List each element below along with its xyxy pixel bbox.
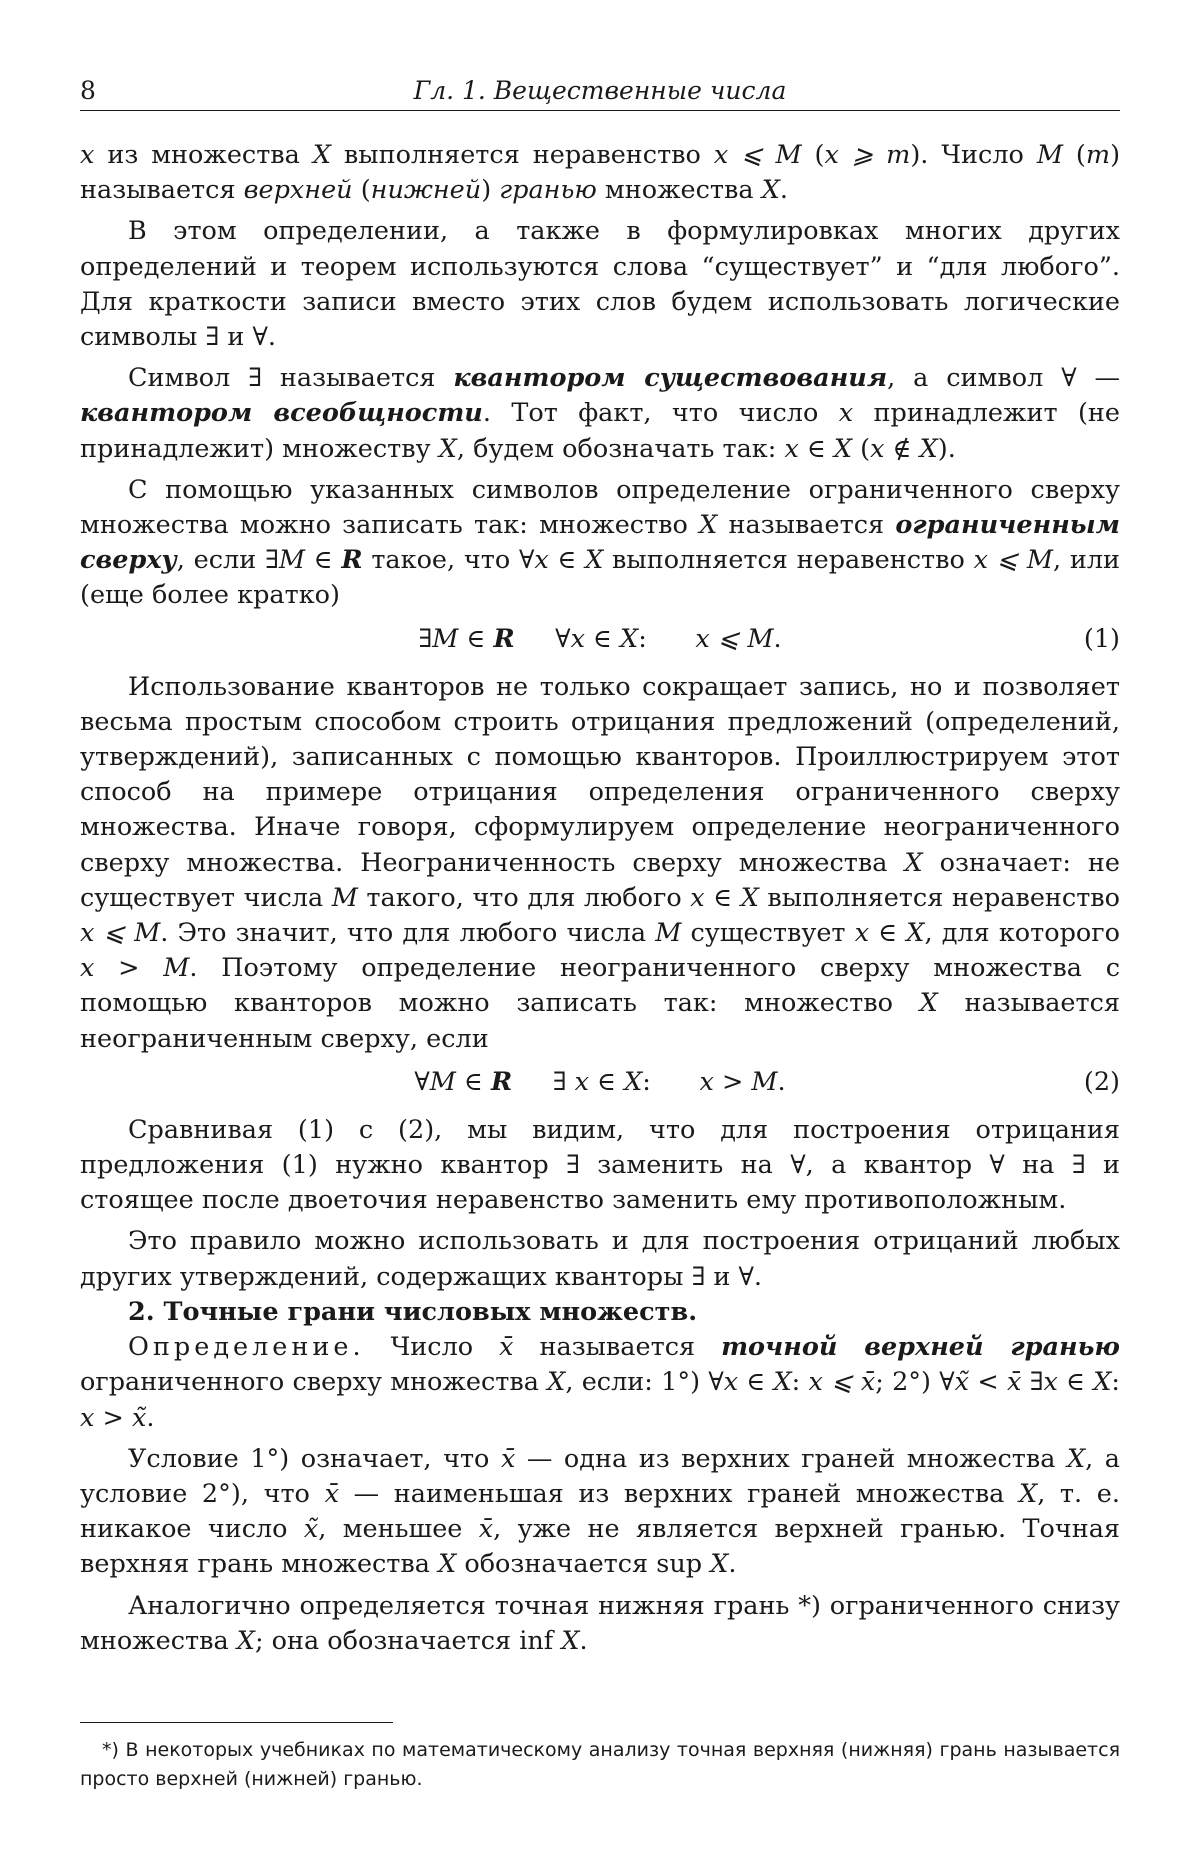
math-X: X xyxy=(236,1625,255,1656)
math-x: x xyxy=(838,398,854,429)
math-X: X xyxy=(312,140,331,170)
text: выполняется неравенство xyxy=(330,140,714,170)
math-membership: x ∈ X xyxy=(534,545,604,576)
text: , а условие 2°), что xyxy=(80,1443,1120,1509)
text: принадлежит (не принадлежит) множеству xyxy=(80,398,1121,464)
math-inequality: x ⩽ M xyxy=(80,918,161,949)
text: называется xyxy=(717,510,896,541)
term-upper: верхней xyxy=(243,175,353,206)
text: ). Число xyxy=(910,140,1037,170)
text: ) называется xyxy=(80,140,1121,206)
text: ( xyxy=(352,175,371,206)
math-inequality: x > M xyxy=(699,1066,778,1097)
math-membership: x ∈ X xyxy=(574,1066,643,1097)
text: С помощью указанных символов определение ограниченного сверху множества можно записать так: множество xyxy=(80,474,1120,541)
text: ( xyxy=(801,140,825,170)
text: из множества xyxy=(94,140,313,170)
text: ограниченного сверху множества xyxy=(80,1367,548,1398)
math-R: R xyxy=(493,623,515,654)
footnote-rule xyxy=(80,1722,393,1723)
text: : xyxy=(791,1367,809,1398)
math-X: X xyxy=(1066,1443,1086,1474)
text: : xyxy=(642,1066,700,1097)
formula-1 xyxy=(80,620,1120,662)
quantifier-forall: ∀ xyxy=(514,623,571,654)
text: ; 2°) ∀ xyxy=(875,1367,955,1398)
math-M: M xyxy=(331,882,358,913)
paragraph-7: Это правило можно использовать и для построения отрицаний любых других утверждений, содержащих кванторы ∃ и ∀. xyxy=(80,1226,1120,1292)
math-xbar: x̄ xyxy=(324,1478,339,1509)
text: выполняется неравенство xyxy=(603,545,974,576)
math-membership: x ∈ X xyxy=(784,433,853,464)
term-lower: нижней xyxy=(370,175,482,206)
text: выполняется неравенство xyxy=(758,882,1121,913)
math-R: R xyxy=(490,1066,513,1097)
math-X: X xyxy=(1019,1478,1038,1509)
math-membership: x ∈ X xyxy=(854,918,925,949)
text: . xyxy=(773,623,782,654)
term-bound: гранью xyxy=(499,175,597,206)
text: : xyxy=(1111,1367,1120,1398)
text: Число xyxy=(364,1332,500,1363)
text: ). xyxy=(937,433,956,464)
text: . xyxy=(579,1625,588,1656)
definition-label: Определение. xyxy=(128,1332,365,1363)
math-X: X xyxy=(561,1625,580,1656)
text: называется xyxy=(513,1332,722,1363)
text: существует xyxy=(681,918,855,949)
text: , если: 1°) ∀ xyxy=(565,1367,724,1398)
formula-2-number: (2) xyxy=(1083,1066,1120,1097)
text: ( xyxy=(852,433,871,464)
formula-2 xyxy=(80,1063,1120,1105)
footnote xyxy=(80,1736,1120,1794)
text: ∈ xyxy=(304,545,342,576)
paragraph-2: В этом определении, а также в формулировках многих других определений и теорем используются слова “существует” и “для любого”. Для краткости записи вместо этих слов будем использовать логические символы ∃ и ∀. xyxy=(80,216,1120,353)
text: Символ ∃ называется xyxy=(128,363,454,394)
paragraph-3 xyxy=(80,361,1120,467)
paragraph-6: Сравнивая (1) с (2), мы видим, что для построения отрицания предложения (1) нужно квантор ∃ заменить на ∀, а квантор ∀ на ∃ и стоящее после двоеточия неравенство заменить ему противоположным. xyxy=(80,1114,1120,1216)
text: такого, что для любого xyxy=(357,882,691,913)
math-inequality: x̃ < x̄ xyxy=(954,1367,1022,1398)
math-R: R xyxy=(341,545,363,576)
math-X: X xyxy=(919,988,938,1019)
text: — наименьшая из верхних граней множества xyxy=(338,1478,1020,1509)
text: ∃ xyxy=(1021,1367,1044,1398)
text: множества xyxy=(596,175,762,206)
math-M: M xyxy=(655,918,682,949)
math-inequality: x > M xyxy=(80,953,190,984)
text: , уже не является верхней гранью. Точная верхняя грань множества xyxy=(80,1514,1120,1580)
text: , т. е. никакое число xyxy=(80,1478,1120,1545)
text: . xyxy=(779,175,788,206)
text: . Это значит, что для любого числа xyxy=(160,918,656,949)
text: ) xyxy=(481,175,500,206)
text: , для которого xyxy=(924,918,1120,949)
text: , а символ ∀ — xyxy=(887,363,1120,394)
math-X: X xyxy=(904,847,923,878)
math-M: M xyxy=(432,623,459,654)
math-membership: x ∈ X xyxy=(723,1367,792,1398)
text: . Поэтому определение неограниченного сверху множества с помощью кванторов можно записать так: множество xyxy=(80,953,1120,1019)
term-universal-quantifier: квантором всеобщности xyxy=(80,398,483,429)
text: ( xyxy=(1062,140,1086,170)
math-inequality: x ⩽ M xyxy=(713,140,802,170)
text: — одна из верхних граней множества xyxy=(515,1443,1067,1474)
math-M: M xyxy=(278,545,305,576)
text: , если ∃ xyxy=(176,545,279,576)
text: . xyxy=(728,1549,737,1580)
formula-1-body xyxy=(80,622,1120,657)
text: Условие 1°) означает, что xyxy=(128,1443,501,1474)
math-inequality: x ⩽ x̄ xyxy=(808,1367,876,1398)
text: , будем обозначать так: xyxy=(456,433,785,464)
text: ∈ xyxy=(455,1066,491,1097)
math-inequality: x ⩾ m xyxy=(824,140,911,170)
text: ; она обозначается inf xyxy=(254,1625,562,1656)
text: . xyxy=(146,1402,155,1433)
math-inequality: x ⩽ M xyxy=(695,623,774,654)
text: Аналогично определяется точная нижняя грань *) ограниченного снизу множества xyxy=(80,1590,1120,1656)
term-bounded-above: ограниченным сверху xyxy=(80,510,1120,576)
section-heading: 2. Точные грани числовых множеств. xyxy=(128,1296,698,1327)
text: : xyxy=(638,623,696,654)
text: , меньшее xyxy=(318,1514,479,1545)
math-inequality: x ⩽ M xyxy=(973,545,1053,576)
math-M: M xyxy=(1036,140,1063,170)
text: обозначается sup xyxy=(456,1549,711,1580)
footnote-text: *) В некоторых учебниках по математическому анализу точная верхняя (нижняя) грань называется просто верхней (нижней) гранью. xyxy=(80,1739,1120,1790)
page-number: 8 xyxy=(80,76,96,105)
math-xbar: x̄ xyxy=(499,1332,514,1363)
math-nonmembership: x ∉ X xyxy=(870,433,938,464)
math-X: X xyxy=(438,1549,457,1580)
paragraph-8 xyxy=(80,1330,1120,1436)
math-xtilde: x̃ xyxy=(303,1514,319,1545)
term-existential-quantifier: квантором существования xyxy=(453,363,888,394)
math-membership: x ∈ X xyxy=(690,882,759,913)
text: называется неограниченным сверху, если xyxy=(80,988,1120,1054)
math-X: X xyxy=(438,433,457,464)
math-X: X xyxy=(761,175,780,206)
quantifier-exists: ∃ xyxy=(418,623,433,654)
running-title: Гл. 1. Вещественные числа xyxy=(413,76,787,105)
math-x: x xyxy=(80,140,95,170)
text: . Тот факт, что число xyxy=(482,398,839,429)
math-X: X xyxy=(547,1367,566,1398)
text: означает: не существует числа xyxy=(80,847,1120,913)
math-inequality: x > x̃ xyxy=(80,1402,147,1433)
term-supremum: точной верхней гранью xyxy=(721,1332,1120,1363)
text: Использование кванторов не только сокращает запись, но и позволяет весьма простым способом строить отрицания предложений (определений, утверждений), записанных с помощью кванторов. Проиллюстрируем этот способ на примере отрицания определения ограниченного сверху множества. Иначе говоря, сформулируем определение неограниченного сверху множества. Неограниченность сверху множества xyxy=(80,671,1120,878)
paragraph-1 xyxy=(80,138,1120,208)
page-body xyxy=(80,138,1120,1659)
math-xbar: x̄ xyxy=(478,1514,494,1545)
text: . xyxy=(777,1066,786,1097)
quantifier-exists: ∃ xyxy=(512,1066,575,1097)
math-X: X xyxy=(710,1549,729,1580)
formula-2-body xyxy=(80,1065,1120,1100)
paragraph-10 xyxy=(80,1589,1120,1659)
math-m: m xyxy=(1085,140,1111,170)
math-M: M xyxy=(429,1066,456,1097)
formula-1-number: (1) xyxy=(1083,623,1120,654)
math-xbar: x̄ xyxy=(500,1443,516,1474)
math-membership: x ∈ X xyxy=(1043,1367,1112,1398)
paragraph-9 xyxy=(80,1442,1120,1583)
paragraph-4 xyxy=(80,473,1120,614)
running-header xyxy=(80,76,1120,111)
paragraph-5 xyxy=(80,670,1120,1057)
math-X: X xyxy=(699,510,718,541)
quantifier-forall: ∀ xyxy=(414,1066,430,1097)
math-membership: x ∈ X xyxy=(570,623,639,654)
text: , или (еще более кратко) xyxy=(80,545,1121,611)
text: ∈ xyxy=(458,623,494,654)
text: такое, что ∀ xyxy=(362,545,535,576)
